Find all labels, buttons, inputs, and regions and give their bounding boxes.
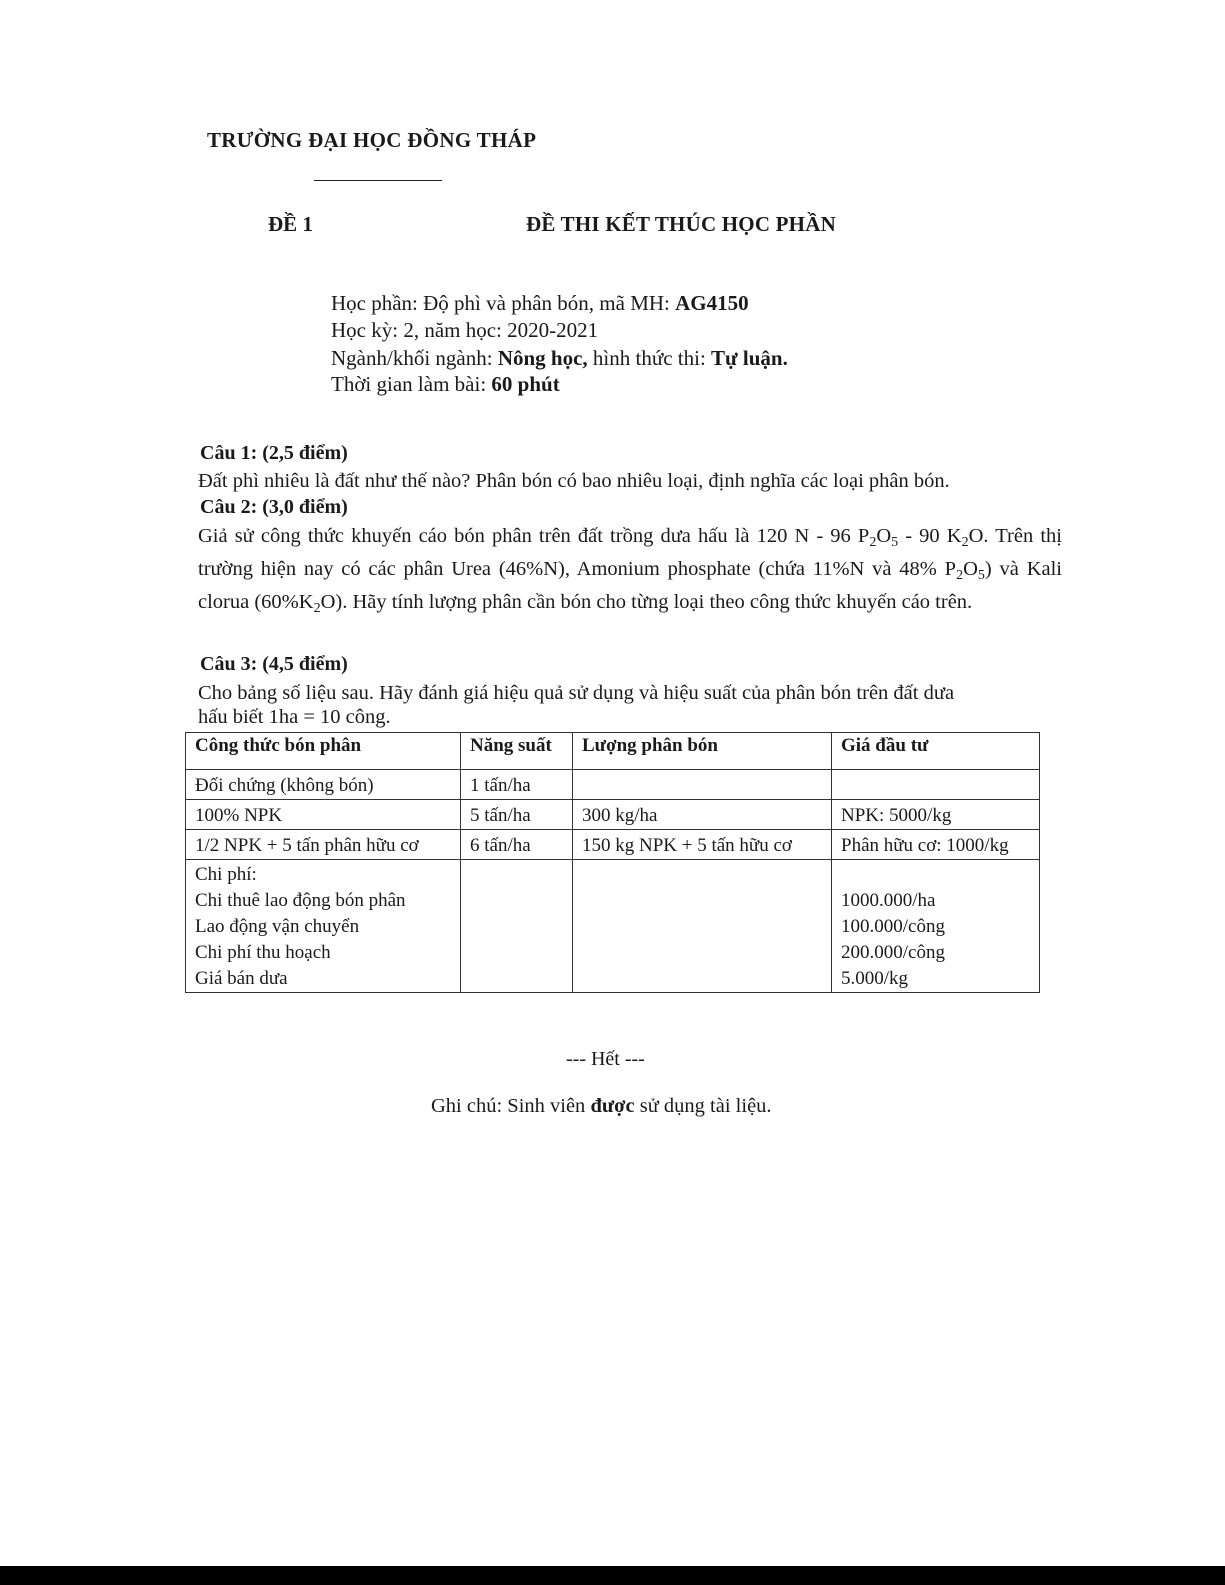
footer-note: Ghi chú: Sinh viên được sử dụng tài liệu. (431, 1095, 772, 1117)
cost-labels-cell (186, 860, 461, 993)
table-cell: 6 tấn/ha (461, 830, 573, 860)
question-3-line-1: Cho bảng số liệu sau. Hãy đánh giá hiệu quả sử dụng và hiệu suất của phân bón trên đất dưa (198, 682, 955, 704)
table-header-cell: Lượng phân bón (573, 733, 832, 770)
major-line: Ngành/khối ngành: Nông học, hình thức thi: Tự luận. (331, 346, 788, 370)
cost-value: 5.000/kg (841, 968, 909, 989)
cost-item: Giá bán dưa (195, 968, 288, 989)
cost-values-cell (832, 860, 1040, 993)
table-row (186, 800, 1040, 830)
major: Nông học, (497, 346, 588, 370)
table-cell: 100% NPK (186, 800, 461, 830)
table-cell: 5 tấn/ha (461, 800, 573, 830)
time-line: Thời gian làm bài: 60 phút (331, 372, 560, 396)
table-header-cell: Công thức bón phân (186, 733, 461, 770)
table-cell: Đối chứng (không bón) (186, 770, 461, 800)
table-cost-row (186, 860, 1040, 993)
exam-form: Tự luận. (711, 346, 788, 370)
table-cell: 300 kg/ha (573, 800, 832, 830)
cost-item: Lao động vận chuyển (195, 916, 360, 937)
question-3-title: Câu 3: (4,5 điểm) (200, 653, 348, 675)
table-cell: 1 tấn/ha (461, 770, 573, 800)
exam-time: 60 phút (491, 372, 560, 396)
table-cell (573, 770, 832, 800)
table-row (186, 770, 1040, 800)
semester-line: Học kỳ: 2, năm học: 2020-2021 (331, 318, 599, 342)
cost-value: 100.000/công (841, 916, 945, 937)
note-emphasis: được (590, 1095, 635, 1117)
cost-label: Chi phí: (195, 864, 257, 885)
question-1-title: Câu 1: (2,5 điểm) (200, 442, 348, 464)
course-line: Học phần: Độ phì và phân bón, mã MH: AG4150 (331, 291, 749, 315)
table-cell (832, 770, 1040, 800)
table-cell (461, 860, 573, 993)
table-header-row (186, 733, 1040, 770)
fertilizer-data-table (185, 732, 1040, 993)
table-cell: 150 kg NPK + 5 tấn hữu cơ (573, 830, 832, 860)
cost-value: 1000.000/ha (841, 890, 936, 911)
question-2-text: Giả sử công thức khuyến cáo bón phân trên đất trồng dưa hấu là 120 N - 96 $P_2O_5 - 90$ $K_2O$. Trên thị trường hiện nay có các phân Urea (46%N), Amonium phosphate (chứa 11%N và 48% $P_2O_5$) và Kali clorua $(60\%K_2O)$. Hãy tính lượng phân cần bón cho từng loại theo công thức khuyến cáo trên. (198, 525, 1062, 616)
scan-bottom-edge (0, 1566, 1225, 1585)
table-cell: NPK: 5000/kg (832, 800, 1040, 830)
cost-item: Chi phí thu hoạch (195, 942, 331, 963)
table-cell: 1/2 NPK + 5 tấn phân hữu cơ (186, 830, 461, 860)
end-marker: --- Hết --- (566, 1048, 645, 1070)
question-1-text: Đất phì nhiêu là đất như thế nào? Phân bón có bao nhiêu loại, định nghĩa các loại phân bón. (198, 470, 950, 492)
school-name: TRƯỜNG ĐẠI HỌC ĐỒNG THÁP (207, 128, 537, 152)
question-2-title: Câu 2: (3,0 điểm) (200, 496, 348, 518)
table-row (186, 830, 1040, 860)
cost-item: Chi thuê lao động bón phân (195, 890, 406, 911)
table-cell (573, 860, 832, 993)
table-header-cell: Giá đầu tư (832, 733, 1040, 770)
cost-value: 200.000/công (841, 942, 945, 963)
table-cell: Phân hữu cơ: 1000/kg (832, 830, 1040, 860)
header-divider (314, 180, 442, 181)
question-3-line-2: hấu biết 1ha = 10 công. (198, 706, 391, 728)
exam-code: ĐỀ 1 (268, 212, 313, 236)
course-code: AG4150 (675, 291, 749, 315)
table-header-cell: Năng suất (461, 733, 573, 770)
exam-title: ĐỀ THI KẾT THÚC HỌC PHẦN (526, 212, 836, 236)
